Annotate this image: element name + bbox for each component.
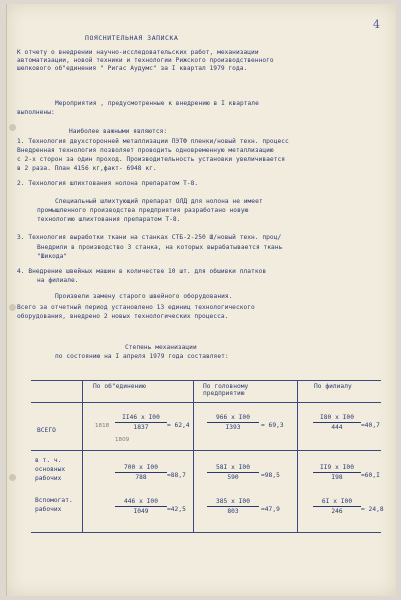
item-line: на филиале. bbox=[37, 277, 79, 284]
denominator: 803 bbox=[227, 508, 239, 515]
result: = 69,3 bbox=[261, 422, 284, 429]
numerator: 58I х I00 bbox=[216, 464, 250, 471]
fraction-bar bbox=[115, 422, 167, 423]
item-line: оборудования, внедрено 2 новых технологических процесса. bbox=[17, 313, 229, 320]
row-label: в т. ч. bbox=[35, 457, 62, 464]
measures-heading: выполнены: bbox=[17, 109, 55, 116]
measures-heading: Мероприятия , предусмотренные к внедрению в I квартале bbox=[55, 100, 259, 107]
result: =40,7 bbox=[361, 422, 380, 429]
item-line: Внедренная технология позволяет проводить одновременную металлизацию bbox=[17, 147, 274, 154]
table-cell bbox=[115, 414, 167, 431]
numerator: 446 х I00 bbox=[124, 498, 158, 505]
result: =60,I bbox=[361, 472, 380, 479]
row-label: ВСЕГО bbox=[37, 427, 56, 434]
denominator: 246 bbox=[331, 508, 343, 515]
binding-hole bbox=[9, 124, 16, 131]
table-cell bbox=[207, 498, 259, 515]
mechanization-table bbox=[31, 376, 384, 536]
pencil-note: 1809 bbox=[115, 437, 130, 443]
result: =47,9 bbox=[261, 506, 280, 513]
denominator: 590 bbox=[227, 474, 239, 481]
item-line: Всего за отчетный период установлено 13 единиц технологического bbox=[17, 304, 255, 311]
numerator: I80 х I00 bbox=[320, 414, 354, 421]
table-cell bbox=[115, 498, 167, 515]
numerator: II9 х I00 bbox=[320, 464, 354, 471]
binding-holes bbox=[9, 4, 17, 596]
table-cell bbox=[313, 464, 361, 481]
table-rule bbox=[31, 532, 381, 533]
item-line: Внедрили в производство 3 станка, на которых вырабатывается ткань bbox=[37, 244, 283, 251]
table-rule bbox=[31, 450, 381, 451]
result: = 62,4 bbox=[167, 422, 190, 429]
denominator: 788 bbox=[135, 474, 147, 481]
item-line: в 2 раза. План 4156 кг,факт- 6948 кг. bbox=[17, 165, 157, 172]
row-label: основных bbox=[35, 466, 66, 473]
document-page bbox=[6, 4, 396, 596]
item-line: технологию шлихтования препаратом Т-8. bbox=[37, 216, 181, 223]
document-title: ПОЯСНИТЕЛЬНАЯ ЗАПИСКА bbox=[85, 34, 179, 42]
item-line: 3. Технология выработки ткани на станках СТБ-2-250 Ш/новый техн. проц/ bbox=[17, 234, 282, 241]
column-header: По филиалу bbox=[314, 383, 352, 390]
numerator: 385 х I00 bbox=[216, 498, 250, 505]
numerator: 966 х I00 bbox=[216, 414, 250, 421]
intro-line: автоматизации, новой техники и технологии Рижского производственного bbox=[17, 57, 274, 64]
item-line: "Шикода" bbox=[37, 253, 68, 260]
fraction-bar bbox=[115, 472, 167, 473]
column-header: По головному предприятию bbox=[203, 383, 249, 397]
fraction-bar bbox=[313, 506, 361, 507]
intro-line: шелкового об"единения " Ригас Аудумс" за I квартал 1979 года. bbox=[17, 65, 248, 72]
denominator: I393 bbox=[225, 424, 241, 431]
item-line: Специальный шлихтующий препарат ОЛД для нолона не имеет bbox=[55, 198, 263, 205]
fraction-bar bbox=[313, 422, 361, 423]
page-number: 4 bbox=[373, 18, 380, 31]
table-cell bbox=[207, 464, 259, 481]
result: =88,7 bbox=[167, 472, 186, 479]
pencil-note: 1818 bbox=[95, 423, 110, 429]
item-line: 1. Технология двухсторонней металлизации ПЭТФ пленки/новый техн. процесс bbox=[17, 138, 289, 145]
denominator: I98 bbox=[331, 474, 343, 481]
item-line: с 2-х сторон за один проход. Производительность установки увеличивается bbox=[17, 156, 286, 163]
fraction-bar bbox=[207, 472, 259, 473]
table-rule bbox=[193, 380, 194, 532]
intro-line: К отчету о внедрении научно-исследовательских работ, механизации bbox=[17, 49, 259, 56]
result: =98,5 bbox=[261, 472, 280, 479]
table-rule bbox=[31, 402, 381, 403]
fraction-bar bbox=[207, 506, 259, 507]
numerator: II46 х I00 bbox=[122, 414, 160, 421]
denominator: I049 bbox=[133, 508, 149, 515]
item-line: 2. Технология шлихтования нолона препаратом Т-8. bbox=[17, 180, 199, 187]
denominator: 444 bbox=[331, 424, 343, 431]
numerator: 6I х I00 bbox=[321, 498, 353, 505]
result: =42,5 bbox=[167, 506, 186, 513]
item-line: 4. Внедрение швейных машин в количестве 10 шт. для обшивки платков bbox=[17, 268, 267, 275]
important-heading: Наиболее важными являются: bbox=[69, 128, 168, 135]
table-rule bbox=[82, 380, 83, 532]
binding-hole bbox=[9, 474, 16, 481]
row-label: рабочих bbox=[35, 475, 62, 482]
mech-heading: Степень механизации bbox=[125, 344, 197, 351]
table-rule bbox=[31, 380, 381, 381]
table-cell bbox=[115, 464, 167, 481]
row-label: рабочих bbox=[35, 506, 62, 513]
denominator: 1837 bbox=[133, 424, 149, 431]
row-label: Вспомогат. bbox=[35, 497, 73, 504]
table-cell bbox=[313, 498, 361, 515]
item-line: Произвели замену старого швейного оборудования. bbox=[55, 293, 233, 300]
mech-heading: по состоянию на I апреля 1979 года составляет: bbox=[55, 353, 229, 360]
result: = 24,8 bbox=[361, 506, 384, 513]
fraction-bar bbox=[207, 422, 259, 423]
table-cell bbox=[207, 414, 259, 431]
table-cell bbox=[313, 414, 361, 431]
table-rule bbox=[297, 380, 298, 532]
item-line: промышленного производства предприятия разработано новую bbox=[37, 207, 249, 214]
column-header: По об"единению bbox=[93, 383, 146, 390]
binding-hole bbox=[9, 304, 16, 311]
fraction-bar bbox=[115, 506, 167, 507]
fraction-bar bbox=[313, 472, 361, 473]
numerator: 700 х I00 bbox=[124, 464, 158, 471]
